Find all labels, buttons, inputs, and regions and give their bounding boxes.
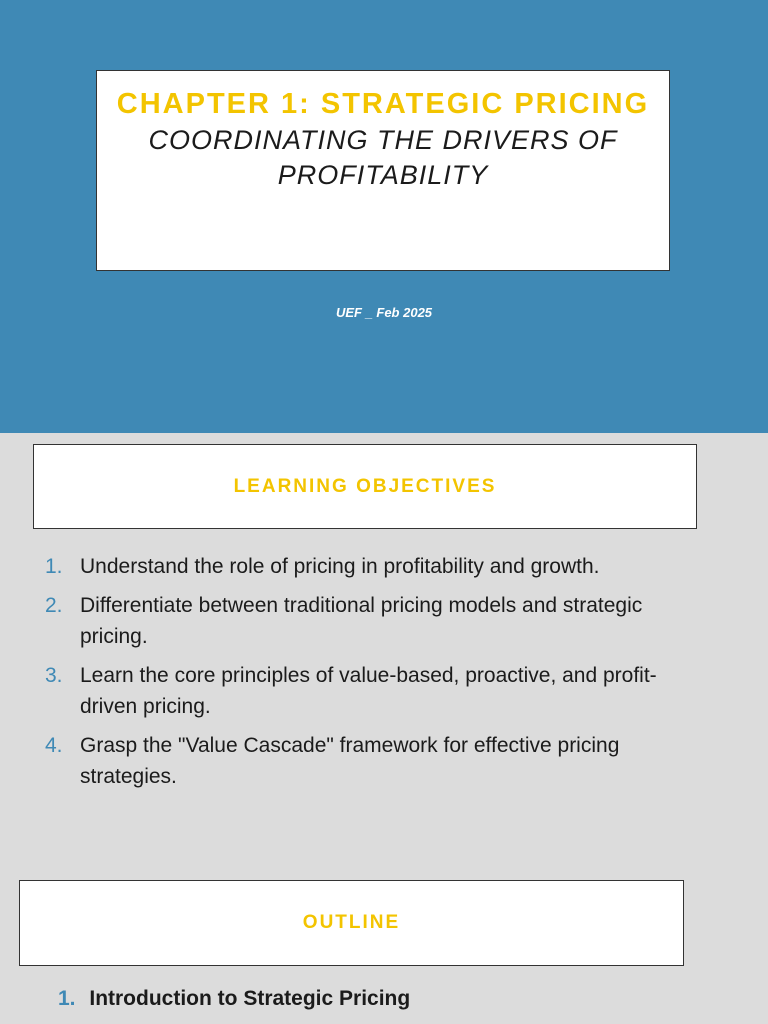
- list-number: 2.: [45, 594, 63, 617]
- outline-header: [19, 880, 684, 966]
- list-item: [45, 730, 705, 792]
- list-number: 4.: [45, 734, 63, 757]
- learning-objectives-title: LEARNING OBJECTIVES: [233, 475, 497, 497]
- list-item: [45, 551, 705, 582]
- list-item: [45, 660, 705, 722]
- list-text: Grasp the "Value Cascade" framework for effective pricing strategies.: [80, 734, 620, 788]
- objectives-list: [45, 551, 705, 800]
- title-box: [96, 70, 670, 271]
- list-number: 1.: [45, 555, 63, 578]
- slide-title: CHAPTER 1: STRATEGIC PRICING: [116, 88, 650, 120]
- list-text: Differentiate between traditional pricing models and strategic pricing.: [80, 594, 643, 648]
- title-slide: [0, 0, 768, 433]
- list-number: 1.: [58, 987, 76, 1010]
- list-text: Understand the role of pricing in profitability and growth.: [80, 555, 600, 578]
- list-item: [45, 590, 705, 652]
- list-number: 3.: [45, 664, 63, 687]
- outline-list: [58, 983, 410, 1014]
- slide-date: UEF _ Feb 2025: [335, 305, 433, 320]
- list-item: [58, 983, 410, 1014]
- list-text: Introduction to Strategic Pricing: [89, 987, 411, 1010]
- slide-subtitle: COORDINATING THE DRIVERS OF PROFITABILITY: [148, 125, 618, 190]
- learning-objectives-header: [33, 444, 697, 529]
- outline-title: OUTLINE: [302, 912, 401, 933]
- list-text: Learn the core principles of value-based, proactive, and profit-driven pricing.: [80, 664, 657, 718]
